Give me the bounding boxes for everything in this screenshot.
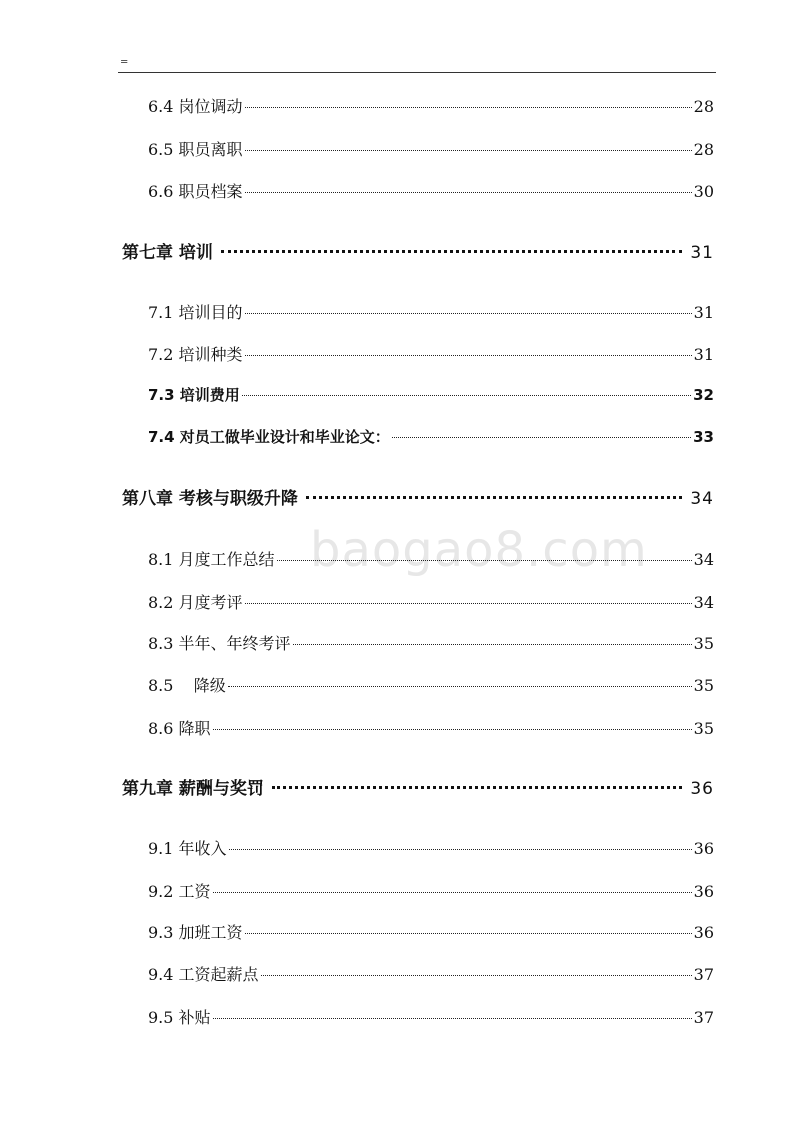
toc-page-number: 36 [693,923,714,942]
toc-leader-dots [221,250,682,253]
toc-leader-dots [261,975,692,976]
toc-leader-dots [245,192,692,193]
toc-entry-label: 9.3 加班工资 [148,923,243,942]
toc-entry-label: 9.2 工资 [148,882,211,901]
toc-leader-dots [213,892,692,893]
toc-entry-label: 7.2 培训种类 [148,345,243,364]
toc-entry-label: 6.4 岗位调动 [148,97,243,116]
toc-entry-label: 8.1 月度工作总结 [148,550,275,569]
toc-entry-label: 9.5 补贴 [148,1008,211,1027]
header-rule [118,72,716,73]
toc-chapter-label: 第七章 培训 [122,243,213,263]
toc-page-number: 37 [693,1008,714,1027]
toc-entry-label: 7.1 培训目的 [148,303,243,322]
toc-leader-dots [245,107,692,108]
toc-entry-8-6[interactable] [148,716,714,738]
toc-page-number: 35 [693,634,714,653]
toc-page-number: 36 [690,779,714,799]
toc-entry-9-3[interactable] [148,920,714,942]
toc-entry-9-2[interactable] [148,879,714,901]
toc-entry-7-3[interactable] [148,384,714,406]
toc-entry-8-1[interactable] [148,547,714,569]
toc-entry-8-2[interactable] [148,590,714,612]
header-mark: = [120,57,129,68]
toc-leader-dots [306,496,682,499]
toc-leader-dots [245,150,692,151]
toc-entry-label: 7.3 培训费用 [148,386,240,404]
toc-leader-dots [272,786,682,789]
toc-entry-6-5[interactable] [148,137,714,159]
toc-chapter-7[interactable] [122,238,714,262]
toc-page-number: 31 [690,243,714,263]
toc-leader-dots [245,313,692,314]
toc-page-number: 34 [690,489,714,509]
toc-page-number: 33 [693,428,714,446]
toc-entry-9-4[interactable] [148,962,714,984]
toc-entry-9-1[interactable] [148,836,714,858]
toc-leader-dots [245,603,692,604]
toc-page-number: 37 [693,965,714,984]
toc-page-number: 28 [693,140,714,159]
toc-leader-dots [245,933,692,934]
toc-entry-label: 7.4 对员工做毕业设计和毕业论文： [148,428,390,446]
toc-chapter-label: 第九章 薪酬与奖罚 [122,779,264,799]
toc-entry-label: 8.2 月度考评 [148,593,243,612]
toc-entry-label: 6.5 职员离职 [148,140,243,159]
toc-entry-6-4[interactable] [148,94,714,116]
toc-leader-dots [245,355,692,356]
toc-leader-dots [293,644,692,645]
toc-page-number: 36 [693,839,714,858]
toc-chapter-8[interactable] [122,484,714,508]
toc-page-number: 35 [693,719,714,738]
toc-entry-label: 8.5 降级 [148,676,226,695]
toc-leader-dots [392,437,691,438]
toc-page-number: 36 [693,882,714,901]
toc-entry-label: 9.4 工资起薪点 [148,965,259,984]
toc-page-number: 32 [693,386,714,404]
toc-entry-label: 8.6 降职 [148,719,211,738]
watermark: baogao8.com [310,522,648,578]
toc-chapter-label: 第八章 考核与职级升降 [122,489,298,509]
toc-entry-9-5[interactable] [148,1005,714,1027]
toc-leader-dots [277,560,692,561]
toc-entry-7-1[interactable] [148,300,714,322]
toc-leader-dots [242,395,691,396]
toc-entry-label: 9.1 年收入 [148,839,227,858]
toc-entry-label: 6.6 职员档案 [148,182,243,201]
toc-page-number: 35 [693,676,714,695]
toc-page-number: 34 [693,593,714,612]
toc-entry-label: 8.3 半年、年终考评 [148,634,291,653]
toc-entry-8-5[interactable] [148,673,714,695]
toc-page-number: 31 [693,303,714,322]
toc-page-number: 31 [693,345,714,364]
toc-entry-7-2[interactable] [148,342,714,364]
toc-entry-6-6[interactable] [148,179,714,201]
toc-leader-dots [229,849,692,850]
toc-leader-dots [228,686,692,687]
toc-entry-7-4[interactable] [148,426,714,448]
toc-page-number: 34 [693,550,714,569]
toc-entry-8-3[interactable] [148,631,714,653]
toc-page-number: 28 [693,97,714,116]
toc-leader-dots [213,729,692,730]
toc-page-number: 30 [693,182,714,201]
toc-leader-dots [213,1018,692,1019]
toc-chapter-9[interactable] [122,774,714,798]
